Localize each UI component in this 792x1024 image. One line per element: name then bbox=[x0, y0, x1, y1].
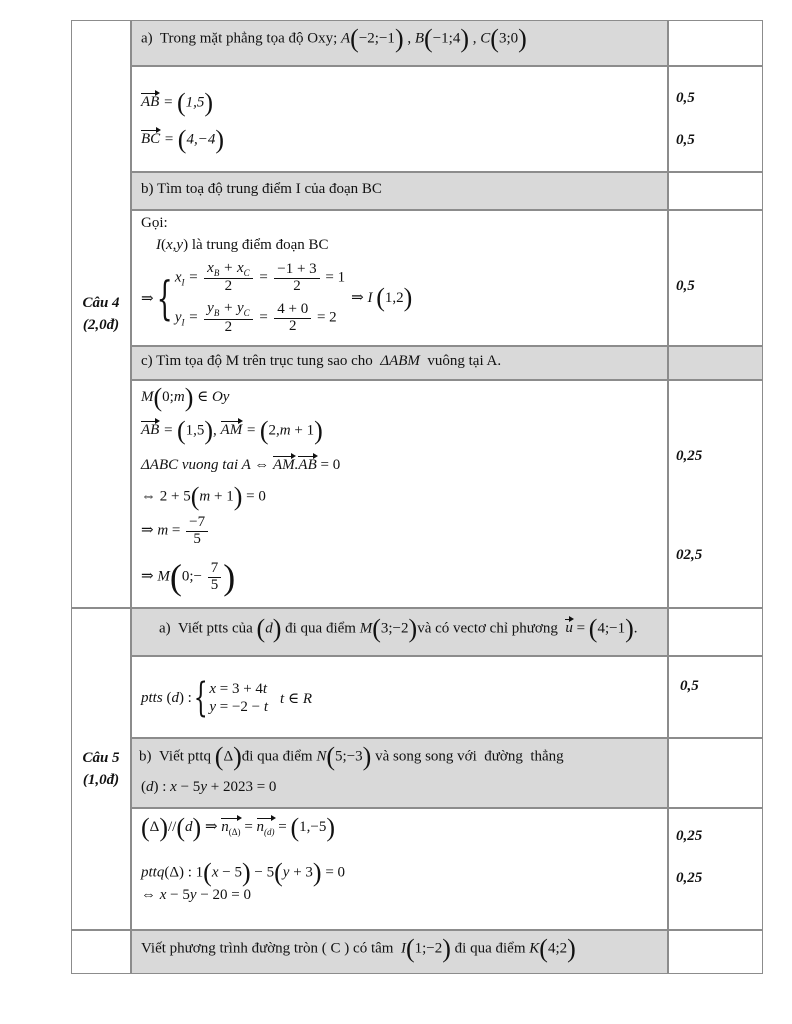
q5-ptts-domain: t ∈ R bbox=[280, 690, 312, 707]
q5-part-b-line-1: (Δ)//(d) ⇒ $n_{(\Delta)} = n_{(d)} = (1,-5)$ bbox=[141, 812, 336, 842]
q5-part-b-score-2: 0,25 bbox=[676, 870, 703, 886]
q5-ptts-label: ptts (d) : bbox=[141, 689, 192, 706]
q4-part-b-prompt-row bbox=[131, 172, 668, 210]
q5-ptts-system: ptts (d) : { x = 3 + 4t y = −2 − t t ∈ R bbox=[141, 675, 312, 721]
q4-part-b-score: 0,5 bbox=[676, 278, 695, 294]
q4-part-c-answer-cell bbox=[131, 380, 668, 608]
q4-part-b-prompt: b) Tìm toạ độ trung điểm I của đoạn BC bbox=[141, 181, 382, 197]
q4-part-c-prompt: c) Tìm tọa độ M trên trục tung sao cho ΔABM vuông tại A. bbox=[141, 353, 502, 369]
q4-vector-bc-line: BC = (4,−4) bbox=[141, 125, 225, 154]
q5-part-b-line-2: pttq(Δ) : 1(x − 5) − 5(y + 3) = 0 bbox=[141, 858, 346, 887]
q5-part-a-prompt: a) Viết ptts của (d) đi qua điểm M(3;−2)và có vectơ chỉ phương u = (4;−1). bbox=[159, 614, 638, 643]
q5-part-a-answer-cell bbox=[131, 656, 668, 738]
last-prompt: Viết phương trình đường tròn ( C ) có tâm I(1;−2) đi qua điểm K(4;2) bbox=[141, 934, 576, 963]
q4-part-c-score-2: 02,5 bbox=[676, 547, 703, 563]
q5-part-a-score: 0,5 bbox=[680, 678, 699, 694]
question-4-name: Câu 4 bbox=[82, 295, 120, 311]
q5-ptts-row-y: y = −2 − t bbox=[209, 698, 269, 715]
q5-part-b-prompt-row bbox=[131, 738, 668, 808]
question-5-label-cell bbox=[71, 608, 131, 930]
last-prompt-row bbox=[131, 930, 668, 974]
q5-part-a-prompt-score-cell bbox=[668, 608, 763, 656]
q5-part-b-prompt-line2: (d) : x − 5y + 2023 = 0 bbox=[141, 779, 277, 795]
q5-part-b-prompt-line1: b) Viết pttq (Δ)đi qua điểm N(5;−3) và song song với đường thẳng bbox=[139, 742, 564, 771]
q4-part-c-prompt-score-cell bbox=[668, 346, 763, 380]
q4-part-b-answer-cell bbox=[131, 210, 668, 346]
question-5-points: (1,0đ) bbox=[82, 772, 120, 788]
q4-part-b-intro: Gọi: bbox=[141, 215, 168, 231]
q4-midpoint-result: ⇒ I (1,2) bbox=[351, 283, 413, 313]
q4-part-b-line1: I(x,y) là trung điểm đoạn BC bbox=[156, 237, 329, 253]
q5-part-b-score-cell bbox=[668, 808, 763, 930]
q4-part-c-line-4: ⇔ 2 + 5(m + 1) = 0 bbox=[141, 482, 266, 511]
q4-midpoint-row-x: $x_I$ = $\frac{x_B + x_C}{2}$ = $\frac{-1 + 3}{2}$ = 1 bbox=[174, 260, 346, 295]
q4-midpoint-system: ⇒ { $x_I$ = $\frac{x_B + x_C}{2}$ = $\frac{-1 + 3}{2}$ = 1 $y_I$ = $\frac{y_B + y_C}{2}$ = $\frac{4 + 0}{2}$ = 2 ⇒ I (1,2) bbox=[141, 260, 413, 335]
q5-part-b-line-3: ⇔ x − 5y − 20 = 0 bbox=[141, 887, 251, 903]
q4-midpoint-row-y: $y_I$ = $\frac{y_B + y_C}{2}$ = $\frac{4 + 0}{2}$ = 2 bbox=[174, 300, 337, 335]
q4-part-b-prompt-score-cell bbox=[668, 172, 763, 210]
q4-part-a-score-cell bbox=[668, 66, 763, 172]
q4-part-c-line-2: AB = (1,5), AM = (2,m + 1) bbox=[141, 416, 323, 445]
q4-part-c-score-cell bbox=[668, 380, 763, 608]
answer-table bbox=[71, 20, 763, 974]
q5-part-b-score-1: 0,25 bbox=[676, 828, 703, 844]
q4-part-a-prompt-score-cell bbox=[668, 20, 763, 66]
q5-part-b-answer-cell bbox=[131, 808, 668, 930]
question-5-name: Câu 5 bbox=[82, 750, 120, 766]
question-4-points: (2,0đ) bbox=[82, 317, 120, 333]
last-row-score-cell bbox=[668, 930, 763, 974]
q4-part-c-line-1: M(0;m) ∈ Oy bbox=[141, 382, 230, 412]
q4-vector-ab-line: AB = (1,5) bbox=[141, 88, 214, 117]
q4-part-a-score-1: 0,5 bbox=[676, 90, 695, 106]
q4-part-c-line-3: ΔABC vuong tai A ⇔ AM.AB = 0 bbox=[141, 457, 341, 473]
last-row-label-cell bbox=[71, 930, 131, 974]
question-4-label-cell bbox=[71, 20, 131, 608]
q5-part-b-prompt-score-cell bbox=[668, 738, 763, 808]
q4-part-c-score-1: 0,25 bbox=[676, 448, 703, 464]
q4-part-c-line-5: ⇒ m = $\frac{-7}{5}$ bbox=[141, 515, 210, 548]
q5-part-a-prompt-row bbox=[131, 608, 668, 656]
q4-part-c-line-6: ⇒ M(0;− $\frac{7}{5}$ ) bbox=[141, 557, 236, 598]
q5-ptts-row-x: x = 3 + 4t bbox=[209, 680, 268, 697]
q4-part-a-prompt-row bbox=[131, 20, 668, 66]
q4-part-c-prompt-row bbox=[131, 346, 668, 380]
q5-part-a-score-cell bbox=[668, 656, 763, 738]
q4-part-a-prompt: a) Trong mặt phẳng tọa độ Oxy; A(−2;−1) , B(−1;4) , C(3;0) bbox=[141, 24, 527, 53]
q4-part-a-score-2: 0,5 bbox=[676, 132, 695, 148]
q4-part-a-answer-cell bbox=[131, 66, 668, 172]
